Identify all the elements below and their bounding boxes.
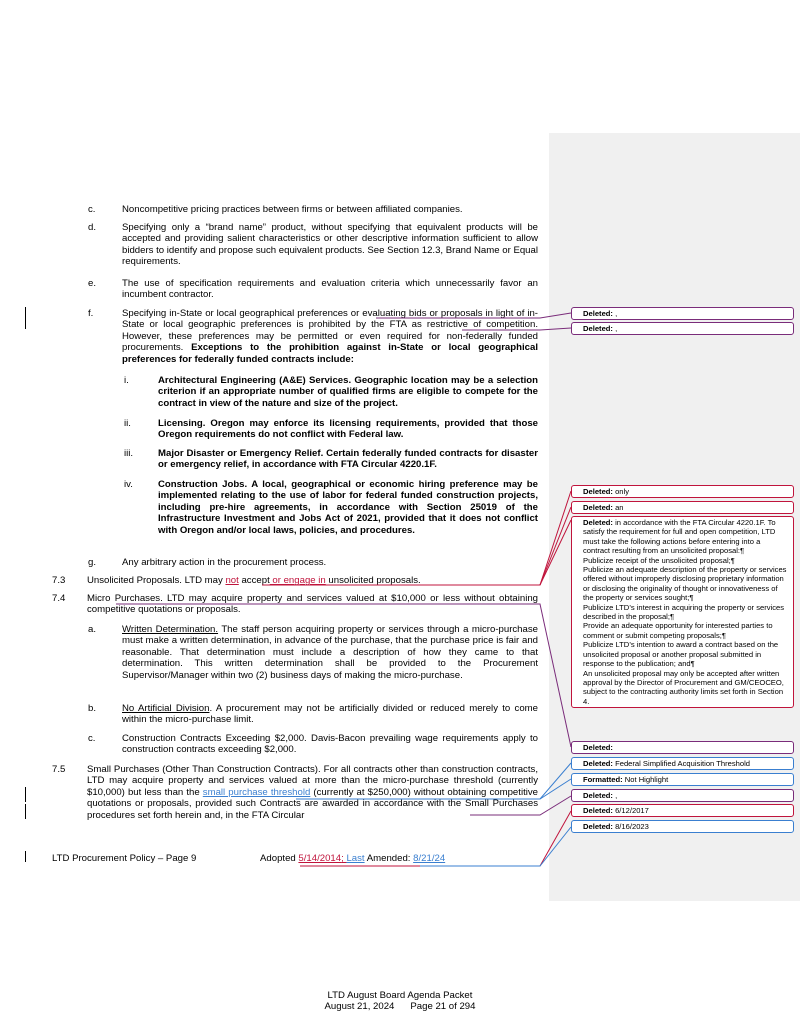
comment-balloon[interactable]: Deleted: in accordance with the FTA Circular 4220.1F. To satisfy the requirement for full and open competition, LTD must take the following actions before entering into a contract resulting from an unsolicited proposal:¶ Publicize receipt of the unsolicited proposal;¶ Publicize an adequate description of the property or services offered without improperly disclosing proprietary information or disclosing the originality of thought or innovativeness of the property or services sought;¶ Publicize LTD’s interest in acquiring the property or services described in the proposal;¶ Provide an adequate opportunity for interested parties to comment or submit competing proposals;¶ Publicize LTD’s intention to award a contract based on the unsolicited proposal or another proposal submitted in response to the publication; and¶ An unsolicited proposal may only be accepted after written approval by the Director of Procurement and GM/CEOCEO, subject to the contracting authority limits set forth in Section 4. <box>571 516 794 708</box>
list-marker: f. <box>88 308 94 319</box>
footer-page-label: LTD Procurement Policy – Page 9 <box>52 853 197 864</box>
comment-balloon[interactable]: Deleted: Federal Simplified Acquisition Threshold <box>571 757 794 770</box>
comment-balloon[interactable]: Deleted: , <box>571 307 794 320</box>
packet-page-line: August 21, 2024 Page 21 of 294 <box>324 1001 476 1012</box>
sublist-marker: i. <box>124 375 129 386</box>
sublist-marker: iii. <box>124 448 134 459</box>
list-marker: c. <box>88 204 96 215</box>
list-item-text: Construction Contracts Exceeding $2,000. Davis-Bacon prevailing wage requirements apply to construction contracts exceeding $2,000. <box>122 733 538 756</box>
list-item-text: Any arbitrary action in the procurement process. <box>122 557 327 568</box>
section-7-5-text: Small Purchases (Other Than Construction Contracts). For all contracts other than construction contracts, LTD may acquire property and services valued at more than the micro-purchase threshold (currently $10,000) but less than the small purchase threshold (currently at $250,000) without obtaining competitive quotations or proposals, provided such Contracts are awarded in accordance with the Small Purchases procedures set forth herein and, in the FTA Circular <box>87 764 538 821</box>
sublist-item-text: Licensing. Oregon may enforce its licensing requirements, provided that those Oregon requirements do not conflict with Federal law. <box>158 418 538 441</box>
comment-balloon[interactable]: Deleted: only <box>571 485 794 498</box>
comment-balloon[interactable]: Deleted: , <box>571 789 794 802</box>
list-marker: d. <box>88 222 97 233</box>
list-item-text: Specifying in-State or local geographical preferences or evaluating bids or proposals in light of in-State or local geographic preferences is prohibited by the FTA as restrictive of competition. However, these preferences may be permitted or even required for non-federally funded procurements. Exceptions to the prohibition against in-State or local geographical preferences for federally funded contracts include: <box>122 308 538 365</box>
footer-adoption: Adopted 5/14/2014; Last Amended: 8/21/24 <box>260 853 446 864</box>
sublist-item-text: Construction Jobs. A local, geographical or economic hiring preference may be implemented relating to the use of labor for federal funded construction projects, including pre-hire agreements, in accordance with Section 25019 of the Infrastructure Investment and Jobs Act of 2021, provided that it does not conflict with Oregon and/or local laws, policies, and procedures. <box>158 479 538 536</box>
list-marker: a. <box>88 624 97 635</box>
list-item-text: Written Determination. The staff person acquiring property or services through a micro-purchase must make a written determination, in advance of the purchase, that the purchase price is fair and reasonable. That determination must include a description of how they came to that determination. This written determination shall be provided to the Procurement Supervisor/Manager within two (2) business days of making the micro-purchase. <box>122 624 538 681</box>
list-marker: g. <box>88 557 97 568</box>
list-marker: e. <box>88 278 97 289</box>
comment-balloon[interactable]: Deleted: , <box>571 322 794 335</box>
sublist-marker: ii. <box>124 418 131 429</box>
comment-balloon[interactable]: Deleted: <box>571 741 794 754</box>
comment-balloon[interactable]: Deleted: 6/12/2017 <box>571 804 794 817</box>
list-marker: b. <box>88 703 97 714</box>
section-number: 7.4 <box>52 593 66 604</box>
packet-title: LTD August Board Agenda Packet <box>327 990 473 1001</box>
section-7-3-text: Unsolicited Proposals. LTD may not accept or engage in unsolicited proposals. <box>87 575 421 586</box>
list-item-text: Noncompetitive pricing practices between firms or between affiliated companies. <box>122 204 463 215</box>
comment-balloon[interactable]: Deleted: an <box>571 501 794 514</box>
comment-balloon[interactable]: Deleted: 8/16/2023 <box>571 820 794 833</box>
comment-balloon[interactable]: Formatted: Not Highlight <box>571 773 794 786</box>
section-number: 7.3 <box>52 575 66 586</box>
list-item-text: Specifying only a “brand name” product, without specifying that equivalent products will be accepted and providing salient characteristics or other descriptive information sufficient to allow bidders to identify and propose such equivalent products. See Section 12.3, Brand Name or Equal requirements. <box>122 222 538 268</box>
sublist-item-text: Architectural Engineering (A&E) Services. Geographic location may be a selection criterion if an appropriate number of qualified firms are eligible to compete for the contract in view of the nature and size of the project. <box>158 375 538 409</box>
section-number: 7.5 <box>52 764 66 775</box>
list-marker: c. <box>88 733 96 744</box>
sublist-marker: iv. <box>124 479 133 490</box>
list-item-text: The use of specification requirements and evaluation criteria which unnecessarily favor an incumbent contractor. <box>122 278 538 301</box>
sublist-item-text: Major Disaster or Emergency Relief. Certain federally funded contracts for disaster or emergency relief, in accordance with FTA Circular 4220.1F. <box>158 448 538 471</box>
list-item-text: No Artificial Division. A procurement may not be artificially divided or reduced merely to come within the micro-purchase limit. <box>122 703 538 726</box>
section-7-4-text: Micro Purchases. LTD may acquire property and services valued at $10,000 or less without obtaining competitive quotations or proposals. <box>87 593 538 616</box>
